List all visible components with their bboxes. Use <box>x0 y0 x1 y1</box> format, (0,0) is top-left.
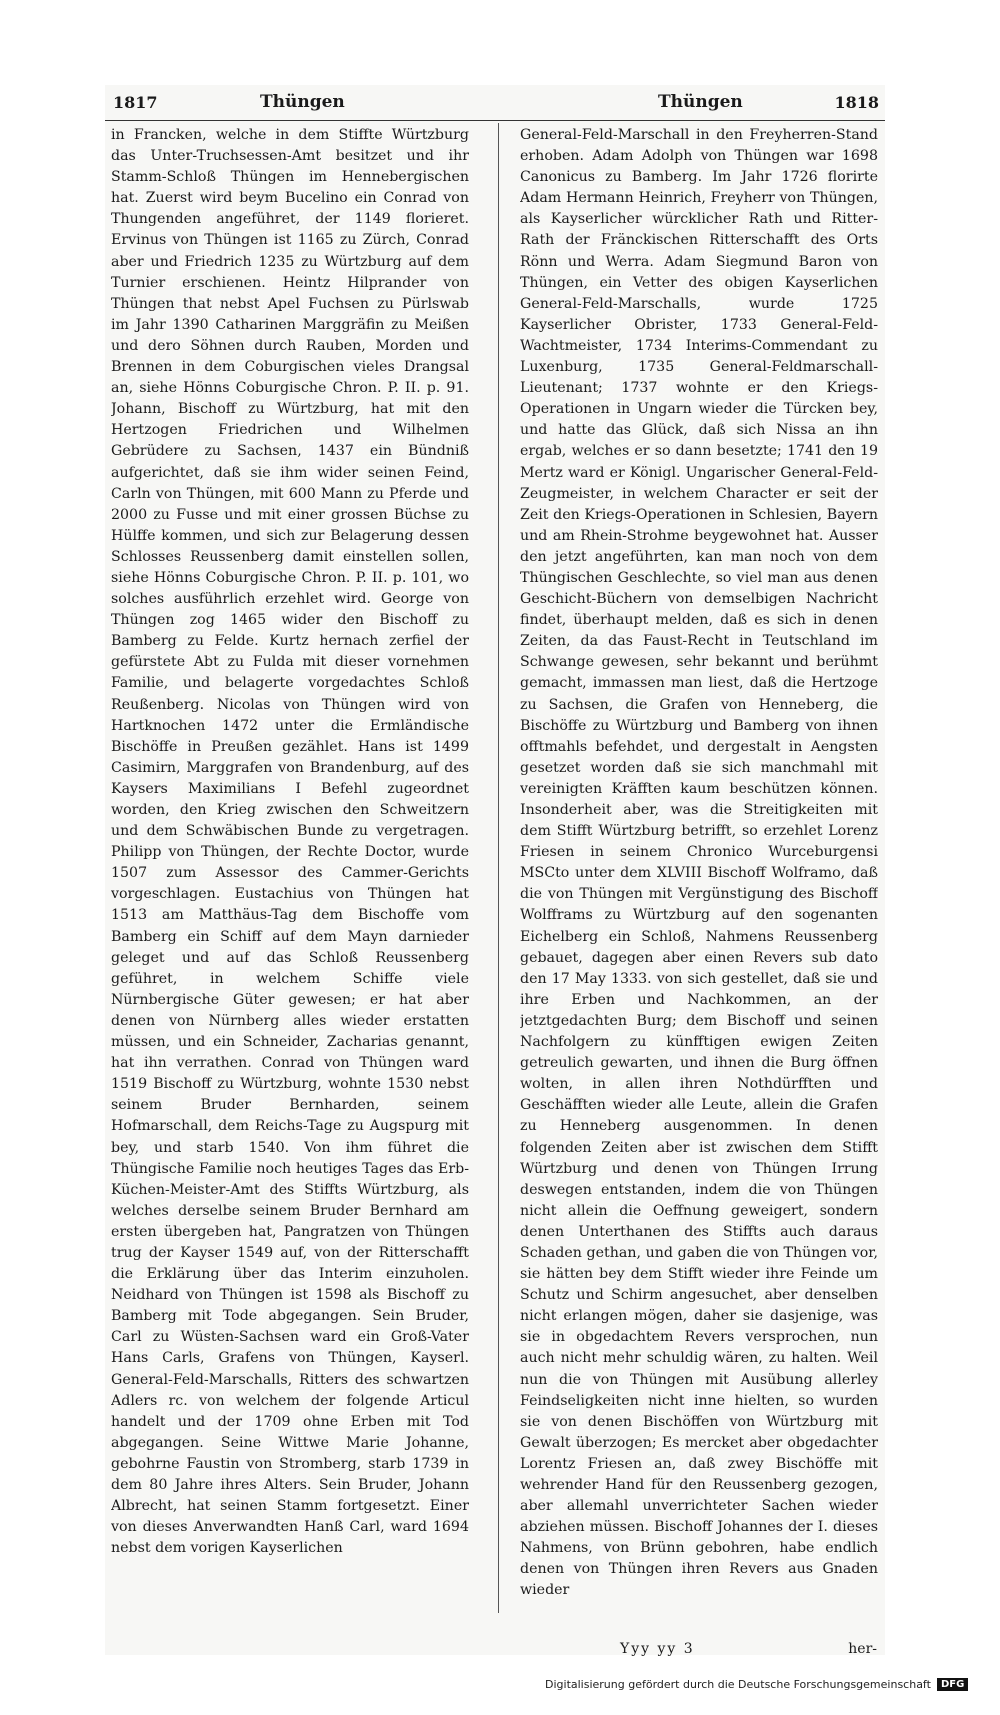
book-page <box>105 85 885 1655</box>
dfg-logo: DFG <box>937 1678 968 1691</box>
catchword: her- <box>848 1641 877 1657</box>
running-title-right: Thüngen <box>658 92 743 112</box>
page-header <box>105 85 885 121</box>
text-column-right: General-Feld-Marschall in den Freyherren-Stand erhoben. Adam Adolph von Thüngen war 1698 Canonicus zu Bamberg. Im Jahr 1726 florirte Adam Hermann Heinrich, Freyherr von Thüngen, als Kayserlicher würcklicher Rath und Ritter-Rath der Fränckischen Ritterschafft des Orts Rönn und Werra. Adam Siegmund Baron von Thüngen, ein Vetter des obigen Kayserlichen General-Feld-Marschalls, wurde 1725 Kayserlicher Obrister, 1733 General-Feld-Wachtmeister, 1734 Interims-Commendant zu Luxenburg, 1735 General-Feldmarschall-Lieutenant; 1737 wohnte er den Kriegs-Operationen in Ungarn wieder die Türcken bey, und hatte das Glück, daß sich Nissa an ihn ergab, welches er so dann besetzte; 1741 den 19 Mertz ward er Königl. Ungarischer General-Feld-Zeugmeister, in welchem Character er seit der Zeit den Kriegs-Operationen in Schlesien, Bayern und am Rhein-Strohme beygewohnet hat. Ausser den jetzt angeführten, kan man noch von dem Thüngischen Geschlechte, so viel man aus denen Geschicht-Büchern von demselbigen Nachricht findet, überhaupt melden, daß es sich in denen Zeiten, da das Faust-Recht in Teutschland im Schwange gewesen, sehr bekannt und berühmt gemacht, immassen man liest, daß die Hertzoge zu Sachsen, die Grafen von Henneberg, die Bischöffe zu Würtzburg und Bamberg von ihnen offtmahls befehdet, und dergestalt in Aengsten gesetzet worden daß sie sich manchmahl mit vereinigten Kräfften kaum beschützen können. Insonderheit aber, was die Streitigkeiten mit dem Stifft Würtzburg betrifft, so erzehlet Lorenz Friesen in seinem Chronico Wurceburgensi MSCto unter dem XLVIII Bischoff Wolframo, daß die von Thüngen mit Vergünstigung des Bischoff Wolfframs zu Würtzburg auf den sogenanten Eichelberg ein Schloß, Nahmens Reussenberg gebauet, dagegen aber einen Revers sub dato den 17 May 1333. von sich gestellet, daß sie und ihre Erben und Nachkommen, an der jetztgedachten Burg; dem Bischoff und seinen Nachfolgern zu künfftigen ewigen Zeiten getreulich gewarten, und ihnen die Burg öffnen wolten, in allen ihren Nothdürfften und Geschäfften wieder alle Leute, allein die Grafen zu Henneberg ausgenommen. In denen folgenden Zeiten aber ist zwischen dem Stifft Würtzburg und denen von Thüngen Irrung deswegen entstanden, indem die von Thüngen nicht allein die Oeffnung geweigert, sondern denen Unterthanen des Stiffts auch daraus Schaden gethan, und gaben die von Thüngen vor, sie hätten bey dem Stifft wieder ihre Feinde um Schutz und Schirm angesuchet, aber denselben nicht erlangen mögen, daher sie dasjenige, was sie in obgedachtem Revers versprochen, nun auch nicht mehr schuldig wären, zu halten. Weil nun die von Thüngen mit Ausübung allerley Feindseligkeiten nicht inne hielten, so wurden sie von denen Bischöffen von Würtzburg mit Gewalt überzogen; Es mercket aber obgedachter Lorentz Friesen an, daß zwey Bischöffe mit wehrender Hand für den Reussenberg gezogen, aber allemahl unverrichteter Sachen wieder abziehen müssen. Bischoff Johannes der I. dieses Nahmens, von Brünn gebohren, habe endlich denen von Thüngen ihren Revers aus Gnaden wieder <box>520 127 878 1599</box>
digitization-footer <box>545 1678 968 1691</box>
footer-credit-text: Digitalisierung gefördert durch die Deutsche Forschungsgemeinschaft <box>545 1678 931 1691</box>
text-column-left: in Francken, welche in dem Stiffte Würtzburg das Unter-Truchsessen-Amt besitzet und ihr Stamm-Schloß Thüngen im Hennebergischen hat. Zuerst wird beym Bucelino ein Conrad von Thungenden angeführet, der 1149 florieret. Ervinus von Thüngen ist 1165 zu Zürch, Conrad aber und Friedrich 1235 zu Würtzburg auf dem Turnier erschienen. Heintz Hilprander von Thüngen that nebst Apel Fuchsen zu Pürlswab im Jahr 1390 Catharinen Marggräfin zu Meißen und dero Söhnen durch Rauben, Morden und Brennen in dem Coburgischen vieles Drangsal an, siehe Hönns Coburgische Chron. P. II. p. 91. Johann, Bischoff zu Würtzburg, hat mit den Hertzogen Friedrichen und Wilhelmen Gebrüdere zu Sachsen, 1437 ein Bündniß aufgerichtet, daß sie ihm wider seinen Feind, Carln von Thüngen, mit 600 Mann zu Pferde und 2000 zu Fusse und mit einer grossen Büchse zu Hülffe kommen, und sich zur Belagerung dessen Schlosses Reussenberg damit einstellen sollen, siehe Hönns Coburgische Chron. P. II. p. 101, wo solches ausführlich erzehlet wird. George von Thüngen zog 1465 wider den Bischoff zu Bamberg zu Felde. Kurtz hernach zerfiel der gefürstete Abt zu Fulda mit dieser vornehmen Familie, und belagerte vorgedachtes Schloß Reußenberg. Nicolas von Thüngen wird von Hartknochen 1472 unter die Ermländische Bischöffe in Preußen gezählet. Hans ist 1499 Casimirn, Marggrafen von Brandenburg, auf des Kaysers Maximilians I Befehl zugeordnet worden, den Krieg zwischen den Schweitzern und dem Schwäbischen Bunde zu vergetragen. Philipp von Thüngen, der Rechte Doctor, wurde 1507 zum Assessor des Cammer-Gerichts vorgeschlagen. Eustachius von Thüngen hat 1513 am Matthäus-Tag dem Bischoffe vom Bamberg ein Schiff auf dem Mayn darnieder geleget und auf das Schloß Reussenberg geführet, in welchem Schiffe viele Nürnbergische Güter gewesen; er hat aber denen von Nürnberg alles wieder erstatten müssen, und ein Schneider, Zacharias genannt, hat ihn verrathen. Conrad von Thüngen ward 1519 Bischoff zu Würtzburg, wohnte 1530 nebst seinem Bruder Bernharden, seinem Hofmarschall, dem Reichs-Tage zu Augspurg mit bey, und starb 1540. Von ihm führet die Thüngische Familie noch heutiges Tages das Erb-Küchen-Meister-Amt des Stiffts Würtzburg, als welches derselbe seinem Bruder Bernhard am ersten übergeben hat, Pangratzen von Thüngen trug der Kayser 1549 auf, von der Ritterschafft die Erklärung über das Interim einzuholen. Neidhard von Thüngen ist 1598 als Bischoff zu Bamberg mit Tode abgegangen. Sein Bruder, Carl zu Wüsten-Sachsen ward ein Groß-Vater Hans Carls, Grafens von Thüngen, Kayserl. General-Feld-Marschalls, Ritters des schwartzen Adlers rc. von welchem der folgende Articul handelt und der 1709 ohne Erben mit Tod abgegangen. Seine Wittwe Marie Johanne, gebohrne Faustin von Stromberg, starb 1739 in dem 80 Jahre ihres Alters. Sein Bruder, Johann Albrecht, hat seinen Stamm fortgesetzt. Einer von dieses Anverwandten Hanß Carl, ward 1694 nebst dem vorigen Kayserlichen <box>111 127 469 1557</box>
running-title-left: Thüngen <box>260 92 345 112</box>
column-divider <box>498 123 499 1613</box>
header-rule <box>105 120 885 121</box>
signature-mark: Yyy yy 3 <box>620 1641 695 1657</box>
page-number-right: 1818 <box>834 93 879 112</box>
page-number-left: 1817 <box>113 93 158 112</box>
